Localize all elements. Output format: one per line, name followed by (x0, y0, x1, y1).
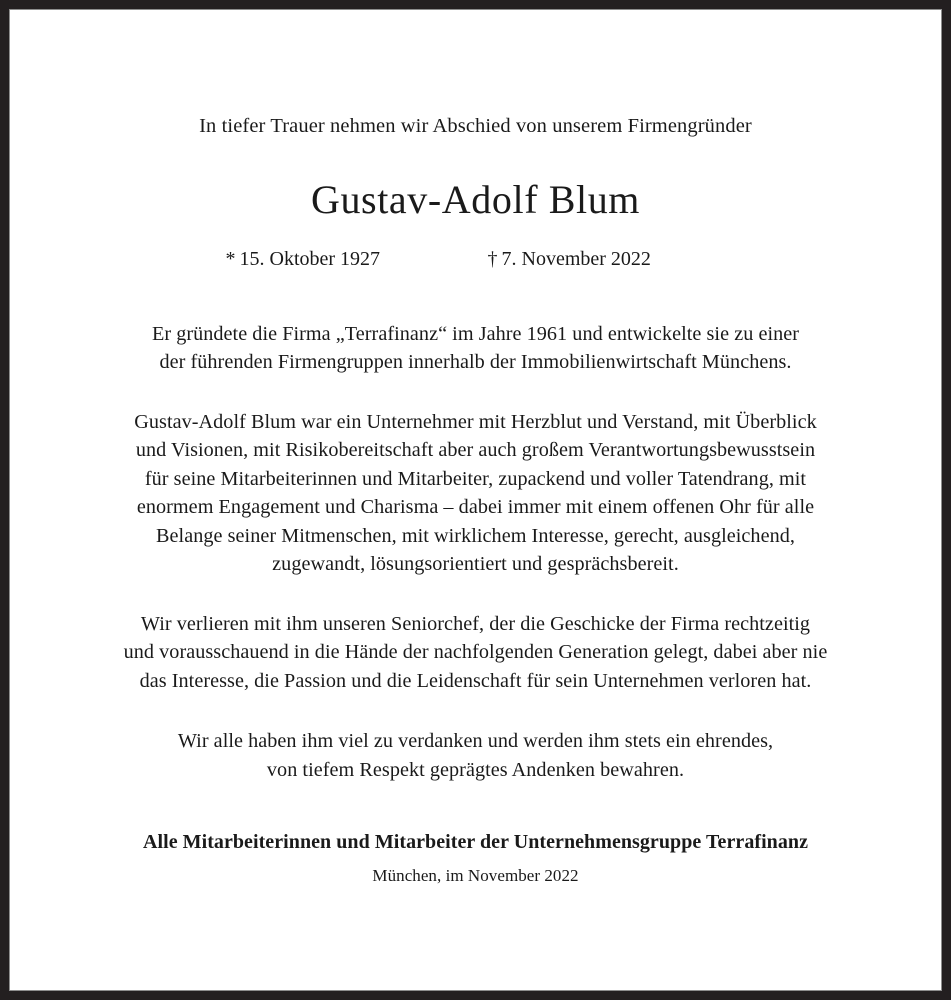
deceased-name: Gustav-Adolf Blum (310, 176, 641, 222)
paragraph-line: und Visionen, mit Risikobereitschaft aber auch großem Verantwortungsbewusstsein (135, 439, 816, 462)
paragraph-line: Er gründete die Firma „Terrafinanz“ im Jahre 1961 und entwickelte sie zu einer (151, 322, 800, 345)
paragraph-line: der führenden Firmengruppen innerhalb der Immobilienwirtschaft Münchens. (159, 351, 792, 374)
death-date-value: 7. November 2022 (501, 247, 651, 270)
paragraph-remembrance (48, 727, 903, 784)
paragraph-line: zugewandt, lösungsorientiert und gesprächsbereit. (272, 553, 679, 576)
paragraph-line: Wir alle haben ihm viel zu verdanken und werden ihm stets ein ehrendes, (177, 730, 774, 753)
dagger-icon: † (487, 247, 498, 270)
place-and-date: München, im November 2022 (372, 866, 579, 886)
intro-text: In tiefer Trauer nehmen wir Abschied von unserem Firmengründer (199, 115, 752, 137)
paragraph-line: das Interesse, die Passion und die Leidenschaft für sein Unternehmen verloren hat. (139, 669, 812, 692)
asterisk-icon: * (225, 247, 236, 270)
notice-content (10, 10, 941, 887)
paragraph-line: von tiefem Respekt geprägtes Andenken bewahren. (266, 758, 685, 781)
paragraph-character (48, 408, 903, 579)
paragraph-founding (48, 320, 903, 377)
paragraph-succession (48, 610, 903, 696)
paragraph-line: Gustav-Adolf Blum war ein Unternehmer mit Herzblut und Verstand, mit Überblick (134, 410, 817, 433)
birth-date-value: 15. Oktober 1927 (239, 247, 381, 270)
death-date (476, 247, 734, 271)
paragraph-line: Belange seiner Mitmenschen, mit wirklichem Interesse, gerecht, ausgleichend, (156, 524, 795, 547)
paragraph-line: und vorausschauend in die Hände der nachfolgenden Generation gelegt, dabei aber nie (123, 641, 828, 664)
paragraph-line: enormem Engagement und Charisma – dabei immer mit einem offenen Ohr für alle (136, 496, 815, 519)
paragraph-line: Wir verlieren mit ihm unseren Seniorchef, der die Geschicke der Firma rechtzeitig (140, 612, 811, 635)
life-dates (48, 247, 903, 271)
birth-date (218, 247, 476, 271)
paragraph-line: für seine Mitarbeiterinnen und Mitarbeiter, zupackend und voller Tatendrang, mit (144, 467, 807, 490)
notice-frame (9, 9, 942, 991)
signature-text: Alle Mitarbeiterinnen und Mitarbeiter der Unternehmensgruppe Terrafinanz (142, 831, 809, 854)
